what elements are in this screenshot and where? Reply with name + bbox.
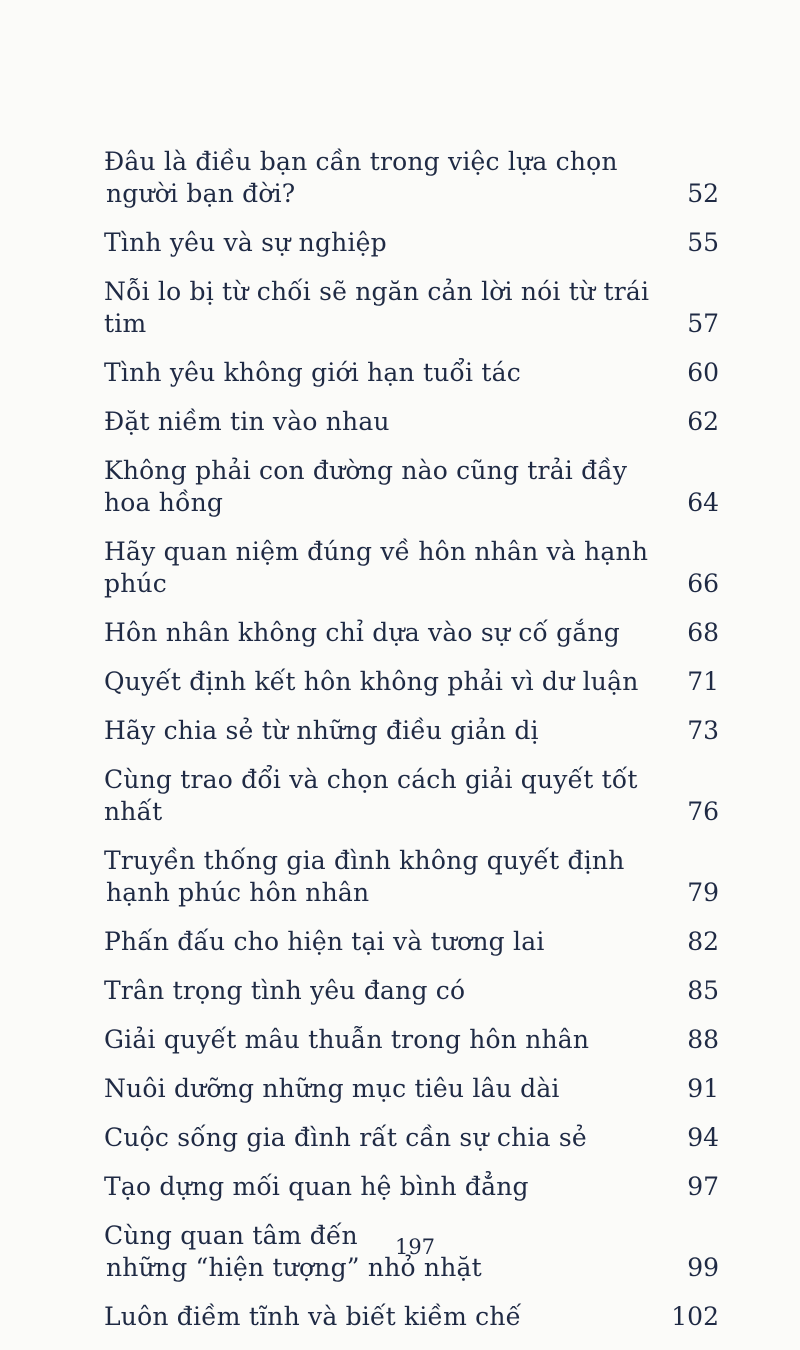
toc-entry-page-number: 99 bbox=[687, 1253, 719, 1282]
toc-entry-page-number: 64 bbox=[687, 488, 719, 517]
toc-entry-title bbox=[104, 666, 679, 698]
toc-entry-title bbox=[104, 227, 679, 259]
toc-entry-title bbox=[104, 357, 679, 389]
toc-entry-page-number: 57 bbox=[687, 309, 719, 338]
toc-entry-title bbox=[104, 455, 679, 519]
toc-entry-title-line: Hôn nhân không chỉ dựa vào sự cố gắng bbox=[104, 618, 620, 647]
toc-entry-title-line: Quyết định kết hôn không phải vì dư luận bbox=[104, 667, 639, 696]
toc-entry-page-number: 94 bbox=[687, 1123, 719, 1152]
toc-entry-title-line: Cuộc sống gia đình rất cần sự chia sẻ bbox=[104, 1123, 587, 1152]
toc-entry-page-number: 66 bbox=[687, 569, 719, 598]
table-of-contents bbox=[104, 146, 719, 1350]
toc-entry-title-line: Cùng trao đổi và chọn cách giải quyết tốt nhất bbox=[104, 765, 638, 826]
toc-entry-title-line: Đâu là điều bạn cần trong việc lựa chọn bbox=[104, 147, 618, 176]
toc-entry-title bbox=[104, 764, 679, 828]
toc-entry-page-number: 91 bbox=[687, 1074, 719, 1103]
page-number: 197 bbox=[394, 1235, 436, 1259]
toc-entry-title bbox=[104, 1171, 679, 1203]
toc-entry-title-line: Tình yêu và sự nghiệp bbox=[104, 228, 387, 257]
toc-entry-title-line: Trân trọng tình yêu đang có bbox=[104, 976, 466, 1005]
toc-entry bbox=[104, 1122, 719, 1154]
toc-entry bbox=[104, 455, 719, 519]
toc-entry-title-line: Truyền thống gia đình không quyết định bbox=[104, 846, 625, 875]
toc-entry-title-line: Tình yêu không giới hạn tuổi tác bbox=[104, 358, 521, 387]
toc-entry bbox=[104, 926, 719, 958]
toc-entry-title-line: Nuôi dưỡng những mục tiêu lâu dài bbox=[104, 1074, 560, 1103]
toc-entry bbox=[104, 764, 719, 828]
toc-entry-title bbox=[104, 536, 679, 600]
toc-entry-title bbox=[104, 406, 679, 438]
toc-entry-page-number: 88 bbox=[687, 1025, 719, 1054]
toc-entry-title-line: Không phải con đường nào cũng trải đầy hoa hồng bbox=[104, 456, 628, 517]
toc-entry bbox=[104, 227, 719, 259]
toc-entry-page-number: 52 bbox=[687, 179, 719, 208]
toc-entry-title bbox=[104, 146, 679, 210]
toc-entry bbox=[104, 1171, 719, 1203]
toc-entry-title-line: Cùng quan tâm đến bbox=[104, 1221, 358, 1250]
toc-entry bbox=[104, 406, 719, 438]
toc-entry-title bbox=[104, 617, 679, 649]
toc-entry-title bbox=[104, 1073, 679, 1105]
toc-entry-page-number: 71 bbox=[687, 667, 719, 696]
toc-entry bbox=[104, 536, 719, 600]
toc-entry bbox=[104, 715, 719, 747]
toc-entry bbox=[104, 666, 719, 698]
toc-entry bbox=[104, 276, 719, 340]
toc-entry-page-number: 76 bbox=[687, 797, 719, 826]
toc-entry-page-number: 55 bbox=[687, 228, 719, 257]
toc-entry-title bbox=[104, 975, 679, 1007]
toc-entry-title bbox=[104, 1122, 679, 1154]
toc-entry bbox=[104, 845, 719, 909]
toc-entry-page-number: 97 bbox=[687, 1172, 719, 1201]
toc-entry bbox=[104, 1073, 719, 1105]
toc-entry-page-number: 60 bbox=[687, 358, 719, 387]
toc-entry-page-number: 62 bbox=[687, 407, 719, 436]
toc-entry-title-line: Nỗi lo bị từ chối sẽ ngăn cản lời nói từ trái tim bbox=[104, 277, 650, 338]
toc-entry-title-line: Phấn đấu cho hiện tại và tương lai bbox=[104, 927, 545, 956]
toc-entry-title bbox=[104, 1301, 671, 1333]
toc-entry-title-line: Tạo dựng mối quan hệ bình đẳng bbox=[104, 1172, 529, 1201]
toc-entry-title bbox=[104, 276, 679, 340]
toc-entry-title bbox=[104, 1024, 679, 1056]
toc-entry-title bbox=[104, 715, 679, 747]
toc-entry bbox=[104, 146, 719, 210]
toc-entry-title-line: Giải quyết mâu thuẫn trong hôn nhân bbox=[104, 1025, 590, 1054]
toc-entry-title bbox=[104, 845, 679, 909]
toc-entry-title-line: người bạn đời? bbox=[106, 179, 296, 208]
toc-entry-page-number: 85 bbox=[687, 976, 719, 1005]
toc-entry-page-number: 68 bbox=[687, 618, 719, 647]
toc-entry-title-line: Hãy chia sẻ từ những điều giản dị bbox=[104, 716, 539, 745]
toc-entry-title-line: Luôn điềm tĩnh và biết kiềm chế bbox=[104, 1302, 522, 1331]
toc-entry bbox=[104, 1301, 719, 1333]
toc-entry-page-number: 102 bbox=[671, 1302, 719, 1331]
toc-entry-page-number: 82 bbox=[687, 927, 719, 956]
toc-entry-title bbox=[104, 926, 679, 958]
toc-entry-title-line: Đặt niềm tin vào nhau bbox=[104, 407, 390, 436]
toc-entry-title-line: những “hiện tượng” nhỏ nhặt bbox=[106, 1253, 482, 1282]
toc-entry-page-number: 73 bbox=[687, 716, 719, 745]
toc-entry-title-line: hạnh phúc hôn nhân bbox=[106, 878, 370, 907]
toc-entry bbox=[104, 617, 719, 649]
toc-entry bbox=[104, 975, 719, 1007]
toc-entry-title-line: Hãy quan niệm đúng về hôn nhân và hạnh phúc bbox=[104, 537, 649, 598]
toc-entry-page-number: 79 bbox=[687, 878, 719, 907]
toc-entry bbox=[104, 1024, 719, 1056]
toc-entry bbox=[104, 357, 719, 389]
